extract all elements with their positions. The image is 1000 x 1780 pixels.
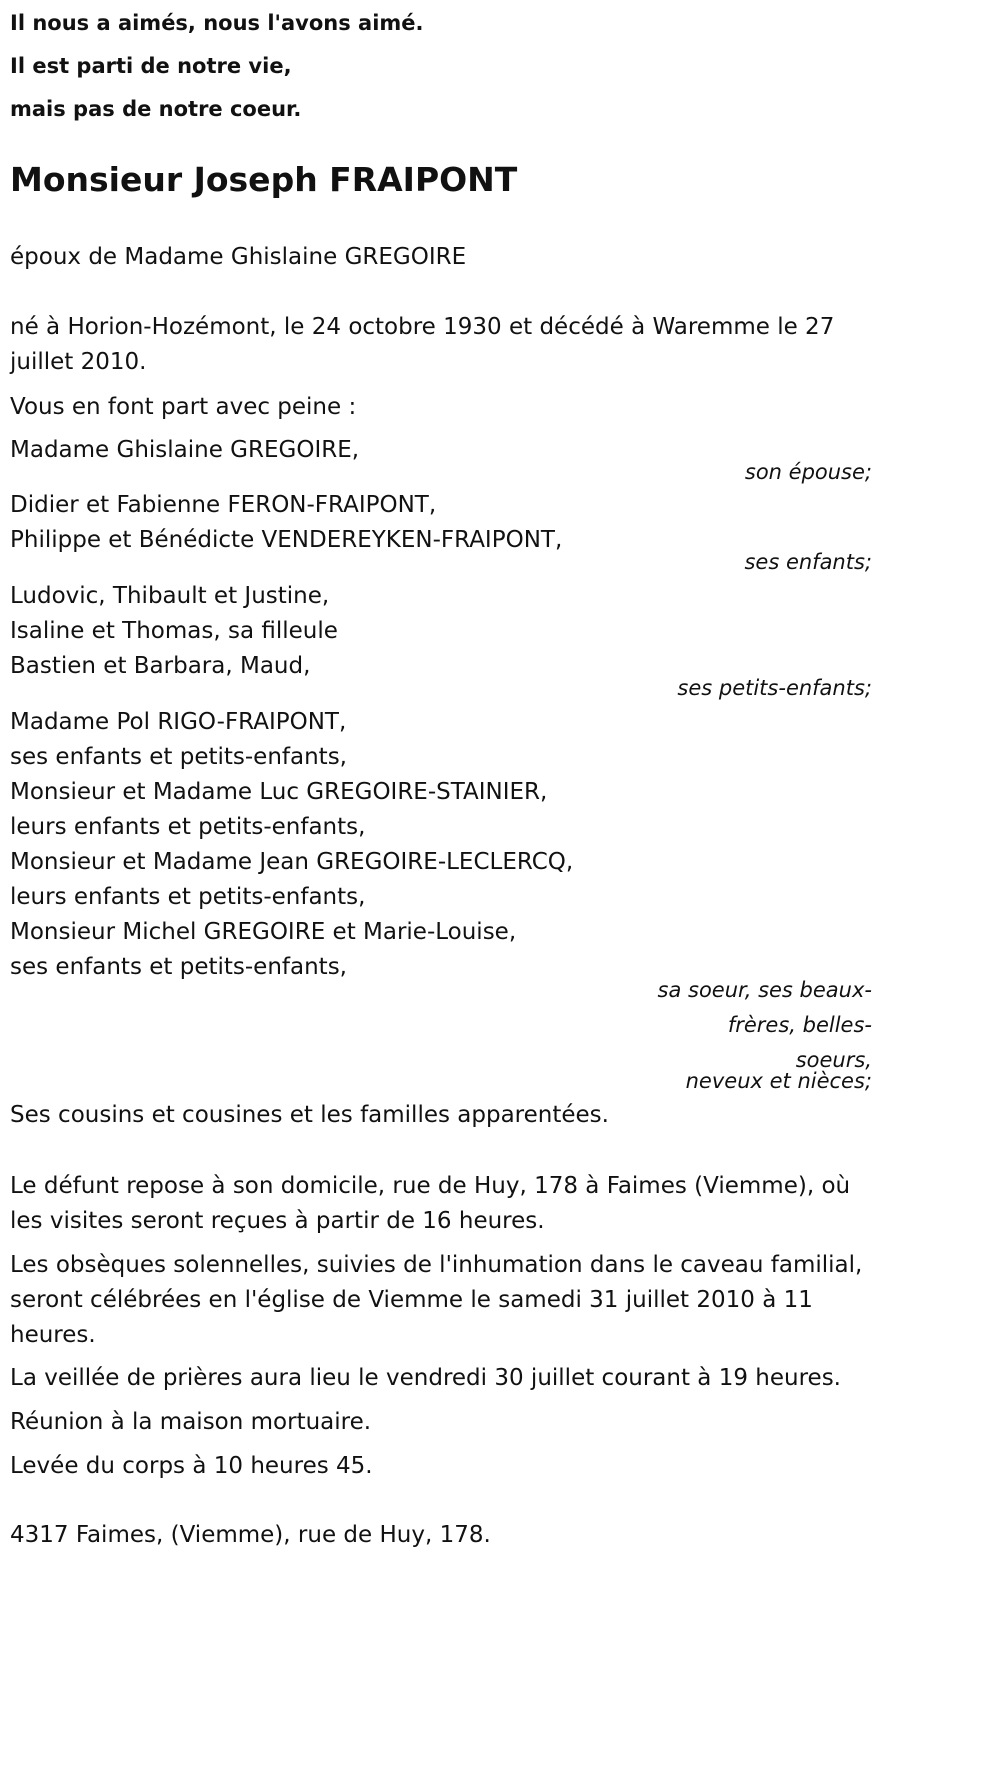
obseques-text: Les obsèques solennelles, suivies de l'inhumation dans le caveau familial, seront célébrées en l'église de Viemme le samedi 31 juillet 2010 à 11 heures. (10, 1252, 863, 1348)
spouse-line: époux de Madame Ghislaine GREGOIRE (10, 244, 467, 270)
epitaph-line-1: Il nous a aimés, nous l'avons aimé. (10, 11, 424, 35)
reunion-text: Réunion à la maison mortuaire. (10, 1409, 372, 1435)
relation-children: ses enfants; (744, 550, 872, 574)
repose-text: Le défunt repose à son domicile, rue de Huy, 178 à Faimes (Viemme), où les visites seront reçues à partir de 16 heures. (10, 1173, 851, 1234)
relation-grandchildren: ses petits-enfants; (677, 676, 872, 700)
family-name-line: Isaline et Thomas, sa filleule (10, 618, 338, 644)
deceased-name: Monsieur Joseph FRAIPONT (10, 160, 518, 199)
address-text: 4317 Faimes, (Viemme), rue de Huy, 178. (10, 1522, 491, 1548)
relation-spouse: son épouse; (744, 460, 872, 484)
family-name-line: Philippe et Bénédicte VENDEREYKEN-FRAIPONT, (10, 527, 563, 553)
cousins-text: Ses cousins et cousines et les familles apparentées. (10, 1102, 609, 1128)
family-name-line: Didier et Fabienne FERON-FRAIPONT, (10, 492, 437, 518)
intro-text: Vous en font part avec peine : (10, 394, 357, 420)
family-name-line: leurs enfants et petits-enfants, (10, 814, 366, 840)
family-name-line: Madame Ghislaine GREGOIRE, (10, 437, 360, 463)
epitaph-line-3: mais pas de notre coeur. (10, 97, 302, 121)
family-name-line: Ludovic, Thibault et Justine, (10, 583, 330, 609)
family-name-line: leurs enfants et petits-enfants, (10, 884, 366, 910)
family-name-line: Monsieur Michel GREGOIRE et Marie-Louise, (10, 919, 517, 945)
family-name-line: Monsieur et Madame Jean GREGOIRE-LECLERCQ, (10, 849, 574, 875)
family-name-line: Monsieur et Madame Luc GREGOIRE-STAINIER, (10, 779, 548, 805)
relation-siblings-line: soeurs, (795, 1048, 872, 1072)
epitaph-line-2: Il est parti de notre vie, (10, 54, 292, 78)
birth-death-text: né à Horion-Hozémont, le 24 octobre 1930 et décédé à Waremme le 27 juillet 2010. (10, 314, 835, 375)
levee-text: Levée du corps à 10 heures 45. (10, 1453, 373, 1479)
relation-siblings-line: neveux et nièces; (685, 1069, 872, 1093)
family-name-line: ses enfants et petits-enfants, (10, 954, 347, 980)
family-name-line: Madame Pol RIGO-FRAIPONT, (10, 709, 347, 735)
family-name-line: Bastien et Barbara, Maud, (10, 653, 311, 679)
veillee-text: La veillée de prières aura lieu le vendredi 30 juillet courant à 19 heures. (10, 1365, 841, 1391)
relation-siblings-line: sa soeur, ses beaux- (657, 978, 872, 1002)
family-name-line: ses enfants et petits-enfants, (10, 744, 347, 770)
relation-siblings-line: frères, belles- (727, 1013, 872, 1037)
